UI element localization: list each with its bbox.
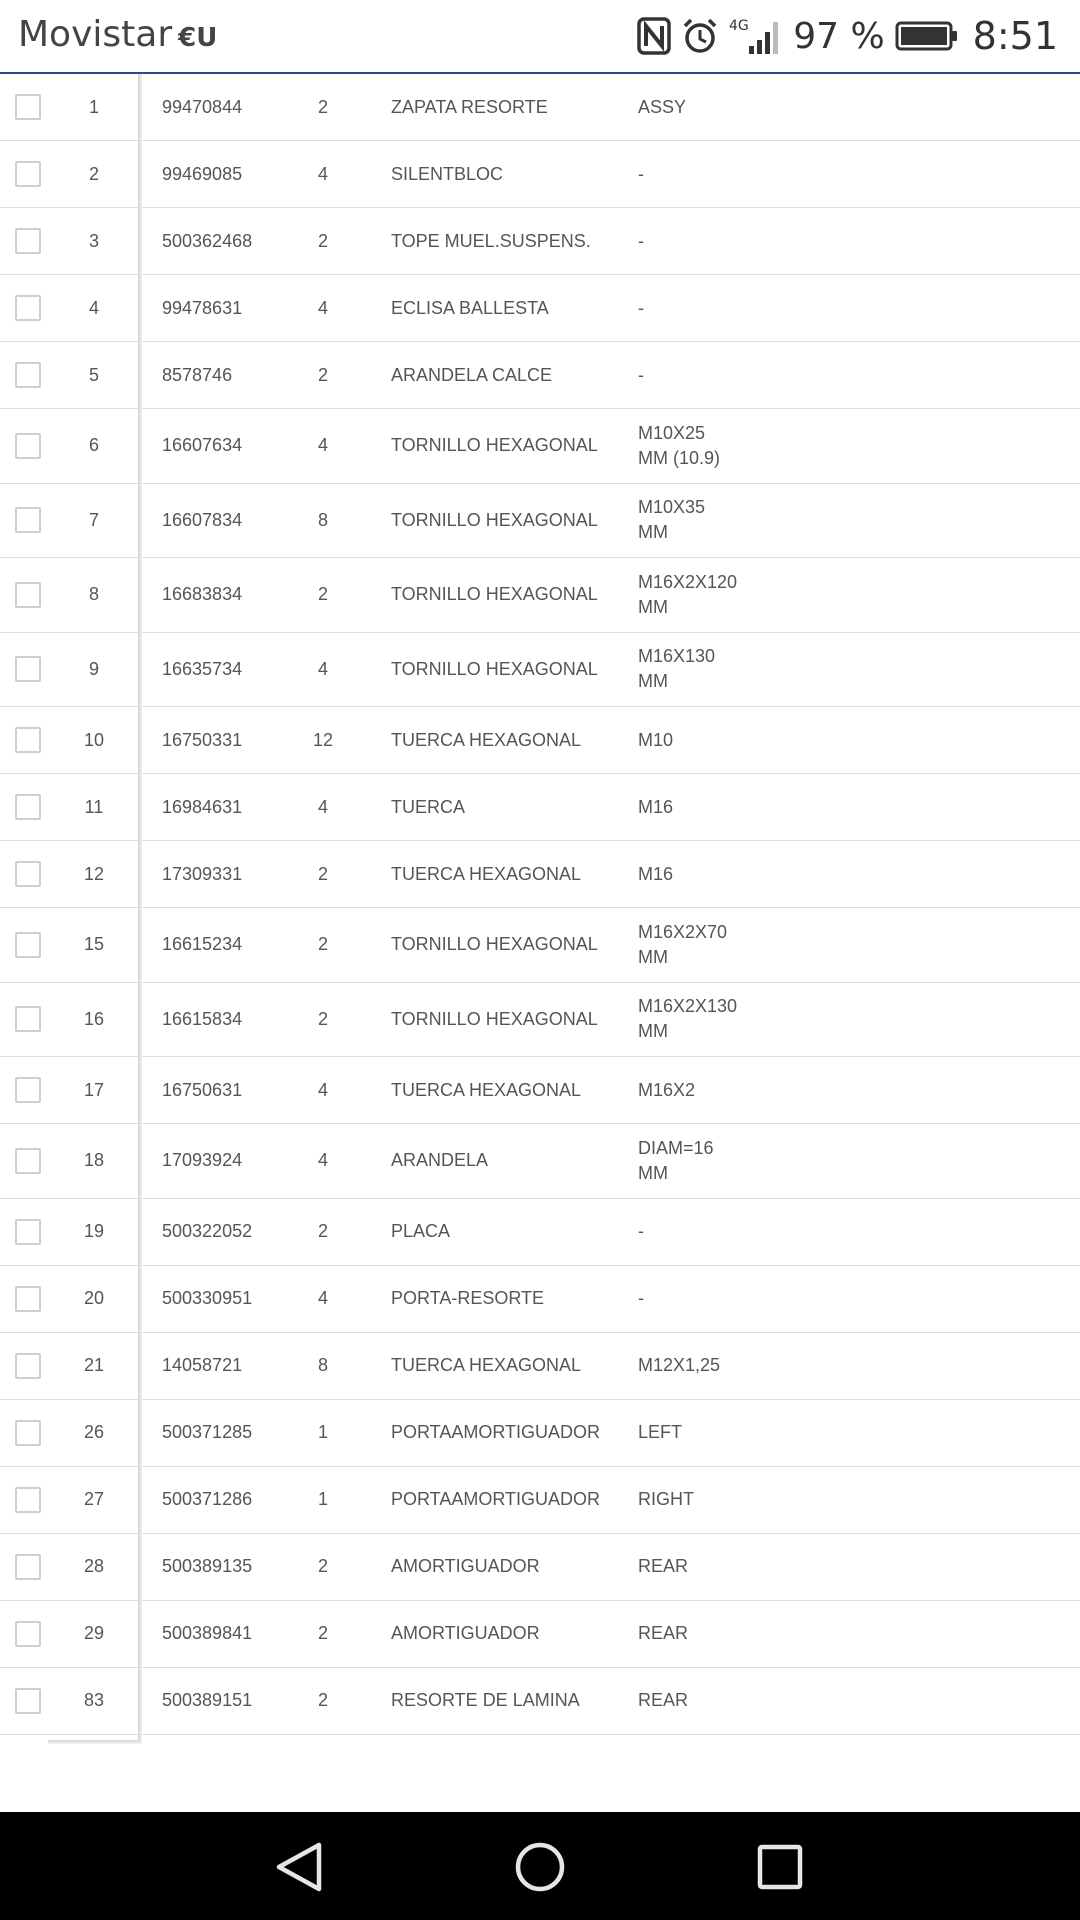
- table-row[interactable]: [0, 141, 1080, 208]
- part-reference: 16683834: [162, 584, 243, 605]
- row-checkbox[interactable]: [15, 1006, 41, 1032]
- row-checkbox-cell: [0, 774, 50, 840]
- row-position-number: 11: [84, 796, 104, 817]
- part-reference: 500330951: [162, 1288, 253, 1308]
- part-reference: 99469085: [162, 163, 243, 184]
- part-description: TORNILLO HEXAGONAL: [391, 934, 598, 955]
- row-checkbox-cell: [0, 841, 50, 907]
- table-row[interactable]: [0, 342, 1080, 409]
- part-quantity: 8: [317, 1355, 328, 1375]
- table-row[interactable]: [0, 983, 1080, 1058]
- row-checkbox[interactable]: [15, 794, 41, 820]
- row-checkbox-cell: [0, 1467, 50, 1533]
- part-reference: 16984631: [162, 796, 243, 817]
- row-position-number: 7: [88, 509, 99, 530]
- spec-line: -: [638, 297, 644, 318]
- row-position-number: 17: [83, 1079, 105, 1100]
- spec-line: M16X2X130: [638, 996, 738, 1017]
- part-reference: 16607834: [162, 509, 243, 530]
- table-row[interactable]: [0, 633, 1080, 708]
- spec-line: RIGHT: [638, 1489, 694, 1509]
- row-checkbox[interactable]: [15, 582, 41, 608]
- part-description: ARANDELA CALCE: [391, 364, 553, 385]
- part-reference: 500389151: [162, 1690, 253, 1710]
- row-position-number: 27: [83, 1489, 105, 1509]
- part-reference: 16615834: [162, 1008, 243, 1029]
- alarm-icon: [681, 17, 719, 55]
- part-description: TUERCA HEXAGONAL: [391, 729, 582, 750]
- spec-line: M16X2X120: [638, 571, 738, 592]
- part-specification: [638, 994, 818, 1044]
- row-checkbox-cell: [0, 409, 50, 483]
- part-reference: 500389841: [162, 1623, 253, 1643]
- spec-line: REAR: [638, 1623, 689, 1643]
- spec-line: -: [638, 1288, 644, 1308]
- part-specification: [638, 363, 818, 388]
- table-row[interactable]: [0, 1199, 1080, 1266]
- table-row[interactable]: [0, 208, 1080, 275]
- row-position-number: 28: [83, 1556, 105, 1576]
- part-specification: [638, 1621, 818, 1646]
- row-checkbox[interactable]: [15, 94, 41, 120]
- part-specification: [638, 296, 818, 321]
- row-checkbox[interactable]: [15, 1688, 41, 1714]
- part-description: TUERCA: [391, 796, 466, 817]
- part-quantity: 4: [317, 1079, 328, 1100]
- part-quantity: 2: [317, 863, 328, 884]
- triangle-back-icon: [273, 1841, 327, 1893]
- part-quantity: 1: [317, 1422, 328, 1442]
- row-checkbox-cell: [0, 1534, 50, 1600]
- part-description: TORNILLO HEXAGONAL: [391, 658, 598, 679]
- row-position-number: 3: [88, 230, 99, 251]
- spec-line: ASSY: [638, 96, 687, 117]
- sticky-column-edge: [48, 1740, 140, 1744]
- part-specification: [638, 570, 818, 620]
- row-position-number: 21: [83, 1355, 105, 1375]
- part-quantity: 4: [317, 658, 328, 679]
- part-quantity: 1: [317, 1489, 328, 1509]
- row-position-number: 12: [83, 863, 105, 884]
- row-checkbox-cell: [0, 558, 50, 632]
- table-row[interactable]: [0, 1467, 1080, 1534]
- table-row[interactable]: [0, 774, 1080, 841]
- row-checkbox[interactable]: [15, 295, 41, 321]
- table-row[interactable]: [0, 841, 1080, 908]
- part-description: TUERCA HEXAGONAL: [391, 1355, 582, 1375]
- row-checkbox[interactable]: [15, 507, 41, 533]
- row-checkbox-cell: [0, 74, 50, 140]
- row-position-number: 83: [83, 1690, 105, 1710]
- table-row[interactable]: [0, 1400, 1080, 1467]
- part-description: PORTA-RESORTE: [391, 1288, 545, 1308]
- spec-line: M10X35: [638, 497, 706, 518]
- part-quantity: 2: [317, 96, 328, 117]
- part-quantity: 2: [317, 1623, 328, 1643]
- part-quantity: 2: [317, 584, 328, 605]
- table-row[interactable]: [0, 1333, 1080, 1400]
- spec-line: REAR: [638, 1690, 689, 1710]
- table-row[interactable]: [0, 1601, 1080, 1668]
- table-row[interactable]: [0, 409, 1080, 484]
- part-specification: [638, 162, 818, 187]
- row-position-number: 1: [88, 96, 99, 117]
- part-description: ECLISA BALLESTA: [391, 297, 549, 318]
- part-quantity: 4: [317, 435, 328, 456]
- part-quantity: 2: [317, 364, 328, 385]
- row-checkbox[interactable]: [15, 1420, 41, 1446]
- spec-line: MM: [638, 1021, 668, 1042]
- parts-table: [0, 74, 1080, 1735]
- row-checkbox[interactable]: [15, 1621, 41, 1647]
- row-position-number: 5: [88, 364, 99, 385]
- part-description: RESORTE DE LAMINA: [391, 1690, 580, 1710]
- part-description: TUERCA HEXAGONAL: [391, 863, 582, 884]
- part-quantity: 2: [317, 934, 328, 955]
- part-reference: 500371286: [162, 1489, 253, 1509]
- part-quantity: 4: [317, 1150, 328, 1171]
- table-row[interactable]: [0, 1124, 1080, 1199]
- part-reference: 17093924: [162, 1150, 243, 1171]
- row-position-number: 29: [83, 1623, 105, 1643]
- table-row[interactable]: [0, 908, 1080, 983]
- table-row[interactable]: [0, 484, 1080, 559]
- part-specification: [638, 229, 818, 254]
- part-reference: 500362468: [162, 230, 253, 251]
- battery-icon: [895, 20, 959, 52]
- part-description: ZAPATA RESORTE: [391, 96, 548, 117]
- row-checkbox-cell: [0, 1400, 50, 1466]
- row-checkbox-cell: [0, 707, 50, 773]
- part-reference: 99470844: [162, 96, 243, 117]
- part-description: AMORTIGUADOR: [391, 1556, 540, 1576]
- part-description: TORNILLO HEXAGONAL: [391, 435, 598, 456]
- row-checkbox[interactable]: [15, 1353, 41, 1379]
- carrier-sub-label: €U: [178, 23, 218, 53]
- row-checkbox[interactable]: [15, 1077, 41, 1103]
- row-checkbox[interactable]: [15, 932, 41, 958]
- spec-line: M16: [638, 796, 674, 817]
- part-specification: [638, 920, 818, 970]
- spec-line: MM (10.9): [638, 447, 721, 468]
- nfc-icon: [637, 17, 671, 55]
- row-position-number: 6: [88, 435, 99, 456]
- part-description: SILENTBLOC: [391, 163, 504, 184]
- row-checkbox[interactable]: [15, 1487, 41, 1513]
- row-position-number: 10: [83, 729, 105, 750]
- part-specification: [638, 644, 818, 694]
- row-checkbox-cell: [0, 1266, 50, 1332]
- row-checkbox[interactable]: [15, 161, 41, 187]
- part-reference: 500371285: [162, 1422, 253, 1442]
- back-button[interactable]: [270, 1842, 330, 1892]
- row-position-number: 2: [88, 163, 99, 184]
- row-checkbox[interactable]: [15, 1286, 41, 1312]
- part-specification: [638, 95, 818, 120]
- part-quantity: 8: [317, 509, 328, 530]
- part-quantity: 4: [317, 297, 328, 318]
- part-specification: [638, 495, 818, 545]
- spec-line: -: [638, 1221, 644, 1241]
- part-specification: [638, 1136, 818, 1186]
- part-description: TORNILLO HEXAGONAL: [391, 584, 598, 605]
- spec-line: M16X130: [638, 646, 716, 667]
- status-bar: [0, 0, 1080, 74]
- part-specification: [638, 1078, 818, 1103]
- spec-line: -: [638, 230, 644, 251]
- carrier-label: Movistar: [18, 14, 173, 55]
- part-specification: [638, 1219, 818, 1244]
- signal-icon: [729, 16, 783, 56]
- part-specification: [638, 795, 818, 820]
- part-reference: 8578746: [162, 364, 233, 385]
- spec-line: MM: [638, 522, 668, 543]
- row-checkbox-cell: [0, 208, 50, 274]
- recents-button[interactable]: [750, 1842, 810, 1892]
- part-quantity: 2: [317, 1221, 328, 1241]
- spec-line: -: [638, 364, 644, 385]
- row-position-number: 16: [83, 1008, 105, 1029]
- part-specification: [638, 1487, 818, 1512]
- spec-line: MM: [638, 1162, 668, 1183]
- navigation-bar: [0, 1812, 1080, 1920]
- spec-line: M10: [638, 729, 674, 750]
- part-quantity: 2: [317, 1008, 328, 1029]
- sticky-column-shadow: [138, 74, 142, 1744]
- status-icons: [637, 12, 1058, 60]
- row-checkbox-cell: [0, 1333, 50, 1399]
- row-position-number: 15: [83, 934, 105, 955]
- table-row[interactable]: [0, 558, 1080, 633]
- part-reference: 17309331: [162, 863, 243, 884]
- row-checkbox[interactable]: [15, 656, 41, 682]
- row-checkbox[interactable]: [15, 1148, 41, 1174]
- part-description: TOPE MUEL.SUSPENS.: [391, 230, 591, 251]
- part-reference: 16750331: [162, 729, 243, 750]
- table-row[interactable]: [0, 1266, 1080, 1333]
- part-reference: 500322052: [162, 1221, 253, 1241]
- part-quantity: 4: [317, 163, 328, 184]
- row-checkbox-cell: [0, 1199, 50, 1265]
- row-checkbox-cell: [0, 342, 50, 408]
- square-recents-icon: [755, 1842, 805, 1892]
- row-checkbox[interactable]: [15, 1219, 41, 1245]
- spec-line: M10X25: [638, 422, 706, 443]
- part-specification: [638, 862, 818, 887]
- row-checkbox-cell: [0, 484, 50, 558]
- part-reference: 500389135: [162, 1556, 253, 1576]
- spec-line: M16X2: [638, 1079, 696, 1100]
- spec-line: LEFT: [638, 1422, 683, 1442]
- row-checkbox-cell: [0, 141, 50, 207]
- spec-line: M12X1,25: [638, 1355, 721, 1375]
- part-reference: 16615234: [162, 934, 243, 955]
- table-row[interactable]: [0, 707, 1080, 774]
- row-checkbox-cell: [0, 983, 50, 1057]
- row-checkbox[interactable]: [15, 362, 41, 388]
- part-description: PLACA: [391, 1221, 451, 1241]
- part-description: TORNILLO HEXAGONAL: [391, 509, 598, 530]
- carrier-name: [18, 14, 217, 55]
- table-row[interactable]: [0, 1534, 1080, 1601]
- part-specification: [638, 728, 818, 753]
- spec-line: MM: [638, 671, 668, 692]
- spec-line: M16X2X70: [638, 921, 728, 942]
- part-quantity: 12: [312, 729, 334, 750]
- row-checkbox-cell: [0, 1601, 50, 1667]
- table-row[interactable]: [0, 1668, 1080, 1735]
- row-checkbox[interactable]: [15, 1554, 41, 1580]
- part-specification: [638, 1420, 818, 1445]
- row-checkbox-cell: [0, 1124, 50, 1198]
- row-checkbox-cell: [0, 275, 50, 341]
- part-specification: [638, 421, 818, 471]
- row-checkbox-cell: [0, 633, 50, 707]
- part-quantity: 4: [317, 1288, 328, 1308]
- part-description: TORNILLO HEXAGONAL: [391, 1008, 598, 1029]
- row-position-number: 19: [83, 1221, 105, 1241]
- part-reference: 16750631: [162, 1079, 243, 1100]
- part-quantity: 2: [317, 1556, 328, 1576]
- circle-home-icon: [513, 1840, 567, 1894]
- battery-percent: 97 %: [793, 15, 885, 57]
- part-reference: 16635734: [162, 658, 243, 679]
- spec-line: DIAM=16: [638, 1137, 714, 1158]
- spec-line: MM: [638, 946, 668, 967]
- part-description: AMORTIGUADOR: [391, 1623, 540, 1643]
- row-position-number: 8: [88, 584, 99, 605]
- part-description: ARANDELA: [391, 1150, 489, 1171]
- spec-line: MM: [638, 596, 668, 617]
- spec-line: REAR: [638, 1556, 689, 1576]
- clock: 8:51: [972, 14, 1058, 58]
- row-position-number: 26: [83, 1422, 105, 1442]
- home-button[interactable]: [510, 1842, 570, 1892]
- row-checkbox[interactable]: [15, 727, 41, 753]
- part-description: PORTAAMORTIGUADOR: [391, 1489, 601, 1509]
- part-description: TUERCA HEXAGONAL: [391, 1079, 582, 1100]
- table-row[interactable]: [0, 74, 1080, 141]
- part-reference: 14058721: [162, 1355, 243, 1375]
- part-quantity: 2: [317, 230, 328, 251]
- part-reference: 99478631: [162, 297, 243, 318]
- part-description: PORTAAMORTIGUADOR: [391, 1422, 601, 1442]
- part-specification: [638, 1353, 818, 1378]
- table-row[interactable]: [0, 1057, 1080, 1124]
- part-specification: [638, 1554, 818, 1579]
- table-row[interactable]: [0, 275, 1080, 342]
- part-specification: [638, 1286, 818, 1311]
- row-position-number: 18: [83, 1150, 105, 1171]
- network-type-text: 4G: [729, 18, 749, 34]
- row-checkbox-cell: [0, 1057, 50, 1123]
- row-checkbox-cell: [0, 1668, 50, 1734]
- row-checkbox-cell: [0, 908, 50, 982]
- spec-line: -: [638, 163, 644, 184]
- row-position-number: 4: [88, 297, 99, 318]
- part-reference: 16607634: [162, 435, 243, 456]
- part-quantity: 4: [317, 796, 328, 817]
- row-checkbox[interactable]: [15, 433, 41, 459]
- part-specification: [638, 1688, 818, 1713]
- row-checkbox[interactable]: [15, 861, 41, 887]
- row-checkbox[interactable]: [15, 228, 41, 254]
- part-quantity: 2: [317, 1690, 328, 1710]
- row-position-number: 20: [83, 1288, 105, 1308]
- spec-line: M16: [638, 863, 674, 884]
- row-position-number: 9: [88, 658, 99, 679]
